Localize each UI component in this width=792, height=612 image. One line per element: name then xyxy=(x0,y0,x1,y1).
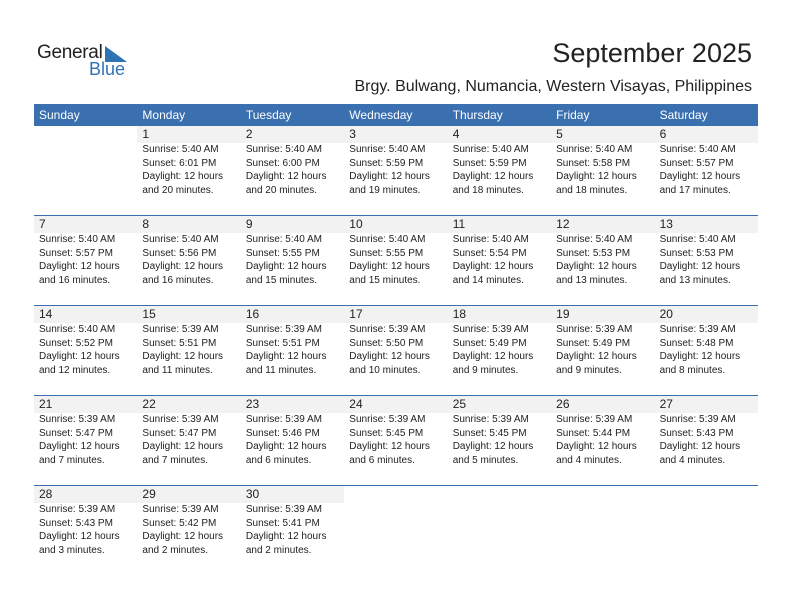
day-number-bar xyxy=(448,126,551,143)
day-number-bar xyxy=(448,216,551,233)
day-number-bar xyxy=(655,216,758,233)
daylight-minutes: and 16 minutes. xyxy=(39,274,111,286)
sunset-time: Sunset: 6:01 PM xyxy=(142,157,217,169)
sunrise-time: Sunrise: 5:40 AM xyxy=(245,144,322,155)
day-number: 17 xyxy=(349,307,363,321)
calendar-day-cell xyxy=(551,306,654,396)
daylight-minutes: and 8 minutes. xyxy=(659,364,726,376)
day-number-bar xyxy=(34,486,137,503)
daylight-minutes: and 10 minutes. xyxy=(349,364,421,376)
day-number: 12 xyxy=(556,217,570,231)
calendar-day-cell xyxy=(137,216,240,306)
sunset-time: Sunset: 5:56 PM xyxy=(142,247,217,259)
daylight-hours: Daylight: 12 hours xyxy=(349,261,430,272)
calendar-day-cell xyxy=(448,306,551,396)
calendar-day-cell xyxy=(137,126,240,216)
daylight-hours: Daylight: 12 hours xyxy=(556,171,637,182)
calendar-day-cell xyxy=(655,216,758,306)
day-number-bar xyxy=(34,126,137,143)
brand-logo xyxy=(37,42,137,82)
day-number: 3 xyxy=(349,127,356,141)
daylight-hours: Daylight: 12 hours xyxy=(245,261,327,272)
calendar-empty-cell xyxy=(34,126,137,216)
sunrise-time: Sunrise: 5:40 AM xyxy=(452,144,529,155)
sunrise-time: Sunrise: 5:39 AM xyxy=(659,324,736,335)
sunrise-time: Sunrise: 5:39 AM xyxy=(142,504,219,515)
day-number-bar xyxy=(344,486,447,503)
day-number: 30 xyxy=(245,487,260,501)
sunrise-time: Sunrise: 5:40 AM xyxy=(556,144,633,155)
sunset-time: Sunset: 5:51 PM xyxy=(142,337,217,349)
sunset-time: Sunset: 5:47 PM xyxy=(39,427,113,439)
sunset-time: Sunset: 5:43 PM xyxy=(659,427,734,439)
daylight-minutes: and 7 minutes. xyxy=(39,454,105,466)
daylight-minutes: and 5 minutes. xyxy=(452,454,519,466)
day-number-bar xyxy=(551,486,654,503)
daylight-hours: Daylight: 12 hours xyxy=(39,441,120,452)
day-number-bar xyxy=(655,306,758,323)
calendar-week-row xyxy=(34,215,758,306)
daylight-hours: Daylight: 12 hours xyxy=(452,441,534,452)
sunrise-time: Sunrise: 5:39 AM xyxy=(39,414,116,425)
day-number: 4 xyxy=(452,127,460,141)
sunset-time: Sunset: 5:46 PM xyxy=(245,427,320,439)
day-number: 8 xyxy=(142,217,150,231)
day-number-bar xyxy=(137,396,240,413)
daylight-minutes: and 15 minutes. xyxy=(245,274,318,286)
sunrise-time: Sunrise: 5:39 AM xyxy=(349,414,426,425)
calendar-day-cell xyxy=(344,396,447,486)
daylight-minutes: and 3 minutes. xyxy=(39,544,105,556)
day-number: 14 xyxy=(39,307,53,321)
sunset-time: Sunset: 5:45 PM xyxy=(349,427,424,439)
calendar-day-cell xyxy=(655,126,758,216)
day-number-bar xyxy=(34,216,137,233)
sunset-time: Sunset: 5:48 PM xyxy=(659,337,734,349)
calendar-day-cell xyxy=(655,396,758,486)
day-number: 7 xyxy=(39,217,46,231)
day-number: 13 xyxy=(659,217,673,231)
daylight-hours: Daylight: 12 hours xyxy=(659,351,741,362)
daylight-minutes: and 16 minutes. xyxy=(142,274,214,286)
daylight-minutes: and 18 minutes. xyxy=(556,184,628,196)
day-number-bar xyxy=(241,126,344,143)
day-number-bar xyxy=(551,126,654,143)
calendar-week-row xyxy=(34,305,758,396)
daylight-hours: Daylight: 12 hours xyxy=(39,261,120,272)
day-number: 22 xyxy=(142,397,156,411)
daylight-hours: Daylight: 12 hours xyxy=(39,531,120,542)
weekday-monday: Monday xyxy=(142,108,186,122)
day-number-bar xyxy=(34,396,137,413)
daylight-hours: Daylight: 12 hours xyxy=(245,531,327,542)
calendar-day-cell xyxy=(344,126,447,216)
day-number-bar xyxy=(551,306,654,323)
day-number: 9 xyxy=(245,217,253,231)
calendar-day-cell xyxy=(241,126,344,216)
daylight-hours: Daylight: 12 hours xyxy=(39,351,120,362)
calendar-week-row xyxy=(34,485,758,576)
calendar-empty-cell xyxy=(344,486,447,576)
sunset-time: Sunset: 5:58 PM xyxy=(556,157,631,169)
calendar-day-cell xyxy=(137,306,240,396)
day-number: 19 xyxy=(556,307,570,321)
day-number: 2 xyxy=(245,127,253,141)
day-number-bar xyxy=(241,306,344,323)
day-number-bar xyxy=(241,216,344,233)
sunset-time: Sunset: 5:57 PM xyxy=(39,247,113,259)
sunset-time: Sunset: 5:49 PM xyxy=(556,337,631,349)
daylight-hours: Daylight: 12 hours xyxy=(659,171,741,182)
daylight-hours: Daylight: 12 hours xyxy=(245,171,327,182)
day-number-bar xyxy=(137,306,240,323)
day-number: 18 xyxy=(452,307,467,321)
daylight-hours: Daylight: 12 hours xyxy=(349,351,430,362)
day-number: 15 xyxy=(142,307,156,321)
sunrise-time: Sunrise: 5:39 AM xyxy=(245,414,322,425)
sunset-time: Sunset: 5:49 PM xyxy=(452,337,527,349)
daylight-minutes: and 13 minutes. xyxy=(659,274,731,286)
calendar-day-cell xyxy=(137,396,240,486)
calendar-empty-cell xyxy=(551,486,654,576)
day-number: 20 xyxy=(659,307,673,321)
day-number-bar xyxy=(344,306,447,323)
day-number: 28 xyxy=(39,487,53,501)
daylight-hours: Daylight: 12 hours xyxy=(349,441,430,452)
sunset-time: Sunset: 5:43 PM xyxy=(39,517,113,529)
sunset-time: Sunset: 5:42 PM xyxy=(142,517,217,529)
day-number-bar xyxy=(137,216,240,233)
sunrise-time: Sunrise: 5:40 AM xyxy=(245,234,322,245)
day-number-bar xyxy=(551,216,654,233)
daylight-minutes: and 4 minutes. xyxy=(556,454,622,466)
daylight-minutes: and 9 minutes. xyxy=(452,364,519,376)
daylight-minutes: and 15 minutes. xyxy=(349,274,421,286)
calendar-day-cell xyxy=(551,216,654,306)
day-number-bar xyxy=(34,306,137,323)
sunset-time: Sunset: 5:50 PM xyxy=(349,337,424,349)
calendar-empty-cell xyxy=(655,486,758,576)
day-number-bar xyxy=(655,486,758,503)
daylight-hours: Daylight: 12 hours xyxy=(556,441,637,452)
sunset-time: Sunset: 5:44 PM xyxy=(556,427,631,439)
daylight-hours: Daylight: 12 hours xyxy=(245,441,327,452)
calendar-day-cell xyxy=(137,486,240,576)
daylight-hours: Daylight: 12 hours xyxy=(556,261,637,272)
sunset-time: Sunset: 5:47 PM xyxy=(142,427,217,439)
daylight-hours: Daylight: 12 hours xyxy=(142,531,224,542)
daylight-minutes: and 2 minutes. xyxy=(142,544,209,556)
sunrise-time: Sunrise: 5:39 AM xyxy=(452,324,529,335)
daylight-hours: Daylight: 12 hours xyxy=(142,441,224,452)
calendar-day-cell xyxy=(34,396,137,486)
sunrise-time: Sunrise: 5:39 AM xyxy=(245,504,322,515)
calendar-week-row xyxy=(34,125,758,216)
sunrise-time: Sunrise: 5:40 AM xyxy=(349,144,426,155)
day-number-bar xyxy=(344,396,447,413)
day-number-bar xyxy=(137,126,240,143)
daylight-minutes: and 6 minutes. xyxy=(349,454,415,466)
calendar-day-cell xyxy=(34,306,137,396)
daylight-minutes: and 18 minutes. xyxy=(452,184,524,196)
sunrise-time: Sunrise: 5:39 AM xyxy=(142,414,219,425)
day-number: 29 xyxy=(142,487,156,501)
sunset-time: Sunset: 5:55 PM xyxy=(245,247,320,259)
day-number-bar xyxy=(241,396,344,413)
calendar-day-cell xyxy=(241,396,344,486)
page-title: September 2025 xyxy=(552,38,752,68)
daylight-minutes: and 17 minutes. xyxy=(659,184,731,196)
calendar-day-cell xyxy=(448,216,551,306)
sunset-time: Sunset: 5:59 PM xyxy=(349,157,424,169)
sunrise-time: Sunrise: 5:40 AM xyxy=(142,144,219,155)
weekday-friday: Friday xyxy=(556,108,590,122)
calendar-day-cell xyxy=(551,126,654,216)
day-number-bar xyxy=(655,396,758,413)
sunrise-time: Sunrise: 5:40 AM xyxy=(659,144,736,155)
sunset-time: Sunset: 5:51 PM xyxy=(245,337,320,349)
day-number: 24 xyxy=(349,397,363,411)
daylight-hours: Daylight: 12 hours xyxy=(452,261,534,272)
day-number: 26 xyxy=(556,397,570,411)
calendar-week-row xyxy=(34,395,758,486)
daylight-hours: Daylight: 12 hours xyxy=(452,171,534,182)
sunrise-time: Sunrise: 5:40 AM xyxy=(39,324,116,335)
sunset-time: Sunset: 5:57 PM xyxy=(659,157,734,169)
calendar-day-cell xyxy=(241,216,344,306)
daylight-minutes: and 20 minutes. xyxy=(245,184,318,196)
daylight-minutes: and 7 minutes. xyxy=(142,454,209,466)
day-number: 27 xyxy=(659,397,673,411)
sunset-time: Sunset: 5:45 PM xyxy=(452,427,527,439)
sunrise-time: Sunrise: 5:40 AM xyxy=(39,234,116,245)
daylight-hours: Daylight: 12 hours xyxy=(245,351,327,362)
day-number-bar xyxy=(241,486,344,503)
weekday-header xyxy=(34,104,758,126)
sunrise-time: Sunrise: 5:39 AM xyxy=(349,324,426,335)
sunrise-time: Sunrise: 5:39 AM xyxy=(245,324,322,335)
daylight-hours: Daylight: 12 hours xyxy=(659,441,741,452)
day-number-bar xyxy=(344,126,447,143)
weekday-thursday: Thursday xyxy=(452,108,503,122)
sunset-time: Sunset: 6:00 PM xyxy=(245,157,320,169)
day-number-bar xyxy=(344,216,447,233)
sunrise-time: Sunrise: 5:39 AM xyxy=(659,414,736,425)
calendar-day-cell xyxy=(241,306,344,396)
daylight-minutes: and 2 minutes. xyxy=(245,544,312,556)
daylight-hours: Daylight: 12 hours xyxy=(142,171,224,182)
calendar-day-cell xyxy=(344,306,447,396)
daylight-hours: Daylight: 12 hours xyxy=(349,171,430,182)
sunset-time: Sunset: 5:53 PM xyxy=(556,247,631,259)
calendar-day-cell xyxy=(551,396,654,486)
sunrise-time: Sunrise: 5:40 AM xyxy=(452,234,529,245)
sunrise-time: Sunrise: 5:39 AM xyxy=(142,324,219,335)
weekday-tuesday: Tuesday xyxy=(245,108,292,122)
sunset-time: Sunset: 5:55 PM xyxy=(349,247,424,259)
calendar-day-cell xyxy=(448,126,551,216)
day-number-bar xyxy=(137,486,240,503)
logo-word-general: General xyxy=(37,42,103,63)
calendar-empty-cell xyxy=(448,486,551,576)
sunrise-time: Sunrise: 5:39 AM xyxy=(452,414,529,425)
sunrise-time: Sunrise: 5:39 AM xyxy=(39,504,116,515)
weekday-wednesday: Wednesday xyxy=(349,108,413,122)
calendar-day-cell xyxy=(448,396,551,486)
day-number: 5 xyxy=(556,127,563,141)
calendar-day-cell xyxy=(655,306,758,396)
sunrise-time: Sunrise: 5:40 AM xyxy=(142,234,219,245)
sunset-time: Sunset: 5:52 PM xyxy=(39,337,113,349)
day-number: 25 xyxy=(452,397,467,411)
location-subtitle: Brgy. Bulwang, Numancia, Western Visayas, Philippines xyxy=(354,78,752,95)
weekday-saturday: Saturday xyxy=(659,108,708,122)
sunset-time: Sunset: 5:53 PM xyxy=(659,247,734,259)
sunrise-time: Sunrise: 5:40 AM xyxy=(349,234,426,245)
calendar-day-cell xyxy=(241,486,344,576)
day-number-bar xyxy=(448,306,551,323)
sunrise-time: Sunrise: 5:39 AM xyxy=(556,324,633,335)
day-number: 6 xyxy=(659,127,667,141)
sunset-time: Sunset: 5:54 PM xyxy=(452,247,527,259)
sunset-time: Sunset: 5:59 PM xyxy=(452,157,527,169)
day-number-bar xyxy=(655,126,758,143)
day-number: 10 xyxy=(349,217,363,231)
day-number: 16 xyxy=(245,307,260,321)
daylight-hours: Daylight: 12 hours xyxy=(659,261,741,272)
daylight-hours: Daylight: 12 hours xyxy=(142,261,224,272)
daylight-minutes: and 6 minutes. xyxy=(245,454,312,466)
daylight-hours: Daylight: 12 hours xyxy=(452,351,534,362)
day-number-bar xyxy=(448,396,551,413)
daylight-hours: Daylight: 12 hours xyxy=(556,351,637,362)
daylight-minutes: and 11 minutes. xyxy=(245,364,317,376)
daylight-minutes: and 11 minutes. xyxy=(142,364,213,376)
calendar-day-cell xyxy=(34,486,137,576)
weekday-sunday: Sunday xyxy=(39,108,80,122)
calendar-day-cell xyxy=(34,216,137,306)
day-number-bar xyxy=(448,486,551,503)
day-number: 21 xyxy=(39,397,53,411)
daylight-minutes: and 9 minutes. xyxy=(556,364,622,376)
sunrise-time: Sunrise: 5:40 AM xyxy=(659,234,736,245)
daylight-hours: Daylight: 12 hours xyxy=(142,351,224,362)
daylight-minutes: and 20 minutes. xyxy=(142,184,214,196)
day-number: 23 xyxy=(245,397,260,411)
sunrise-time: Sunrise: 5:40 AM xyxy=(556,234,633,245)
daylight-minutes: and 19 minutes. xyxy=(349,184,421,196)
day-number: 1 xyxy=(142,127,150,141)
day-number-bar xyxy=(551,396,654,413)
daylight-minutes: and 12 minutes. xyxy=(39,364,111,376)
sunset-time: Sunset: 5:41 PM xyxy=(245,517,320,529)
logo-word-blue: Blue xyxy=(89,59,126,79)
day-number: 11 xyxy=(452,217,466,231)
daylight-minutes: and 4 minutes. xyxy=(659,454,726,466)
calendar-day-cell xyxy=(344,216,447,306)
sunrise-time: Sunrise: 5:39 AM xyxy=(556,414,633,425)
daylight-minutes: and 14 minutes. xyxy=(452,274,524,286)
daylight-minutes: and 13 minutes. xyxy=(556,274,628,286)
